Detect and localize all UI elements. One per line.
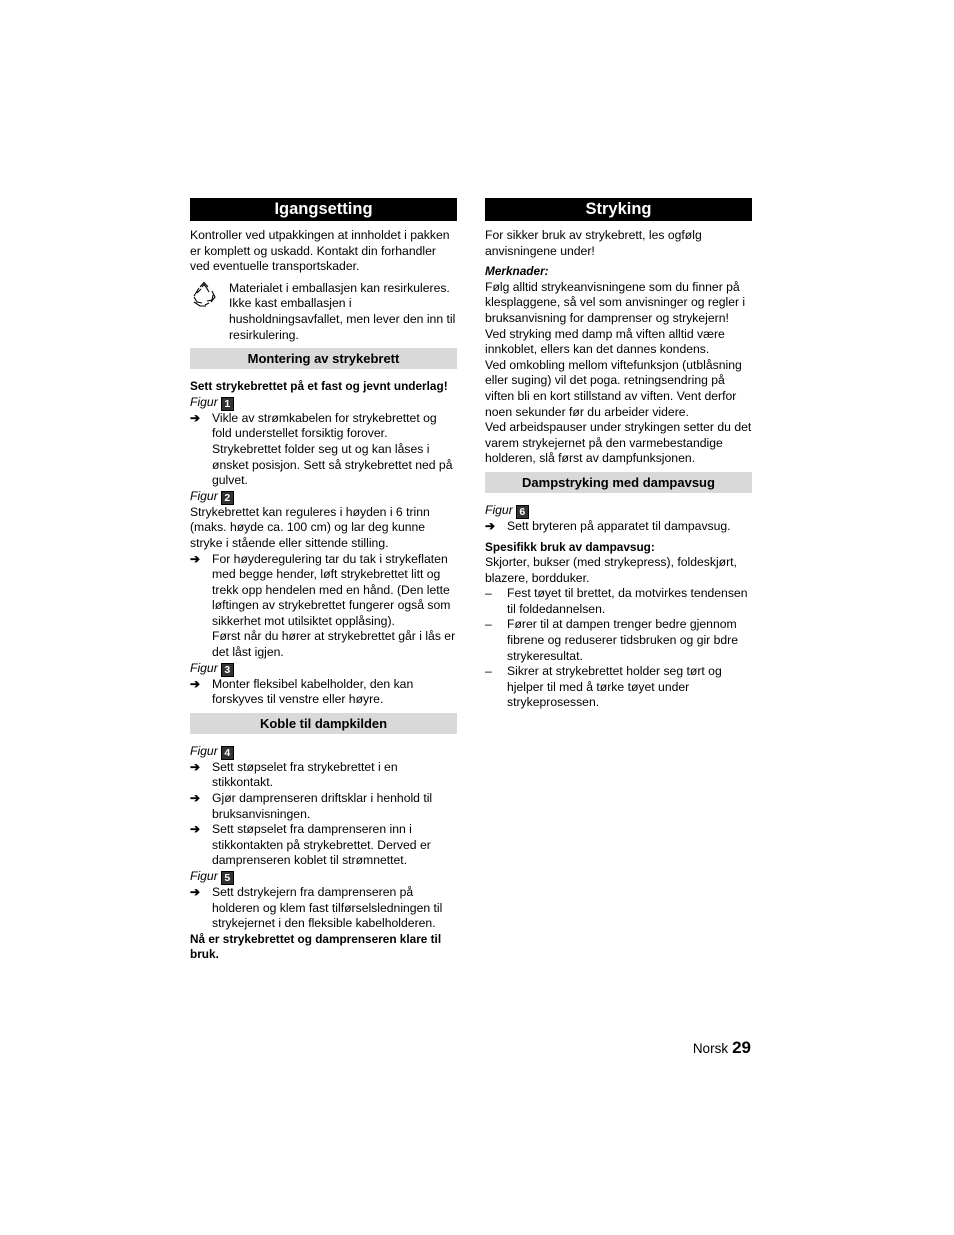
body-text: Skjorter, bukser (med strykepress), foldeskjørt, blazere, bordduker.	[485, 555, 737, 585]
section-heading-igangsetting: Igangsetting	[190, 198, 457, 221]
recycle-icon	[190, 281, 229, 343]
arrow-icon: ➔	[190, 551, 201, 566]
note-text: Ved stryking med damp må viften alltid være innkoblet, ellers kan det dannes kondens.	[485, 326, 725, 357]
right-column	[485, 198, 752, 711]
figure-number-badge: 1	[221, 397, 234, 411]
notes-label: Merknader:	[485, 264, 549, 279]
dash-bullet: –	[485, 664, 492, 679]
step-item: ➔ Sett bryteren på apparatet til dampavsug.	[485, 518, 731, 533]
figure-ref-2: Figur 2	[190, 489, 457, 505]
arrow-icon: ➔	[190, 822, 201, 837]
dash-item: – Fører til at dampen trenger bedre gjennom fibrene og reduserer tidsbruken og gir bdre strykeresultat.	[485, 617, 739, 663]
dash-item: – Fest tøyet til brettet, da motvirkes tendensen til foldedannelsen.	[485, 586, 748, 616]
note-text: Ved arbeidspauser under strykingen setter du det varem strykejernet på den varmebestandige holderen, slå først av dampfunksjonen.	[485, 420, 752, 466]
dash-bullet: –	[485, 586, 492, 601]
subheading-dampstryking: Dampstryking med dampavsug	[485, 472, 752, 493]
figure-number-badge: 3	[221, 663, 234, 677]
page-footer	[693, 1040, 751, 1057]
left-column	[190, 198, 457, 963]
arrow-icon: ➔	[190, 676, 201, 691]
figure-ref-3: Figur 3	[190, 661, 457, 677]
dash-item: – Sikrer at strykebrettet holder seg tørt og hjelper til med å tørke tøyet under strykeprosessen.	[485, 664, 722, 710]
step-item: ➔ Sett støpselet fra damprenseren inn i stikkontakten på strykebrettet. Derved er damprenseren koblet til strømnettet.	[190, 822, 431, 868]
subheading-montering: Montering av strykebrett	[190, 348, 457, 369]
figure-ref-6: Figur 6	[485, 503, 752, 519]
recycle-note	[190, 281, 457, 343]
figure-number-badge: 6	[516, 505, 529, 519]
footer-language: Norsk	[692, 1041, 729, 1056]
page-number: 29	[732, 1038, 751, 1057]
recycle-text: Materialet i emballasjen kan resirkuleres. Ikke kast emballasjen i husholdningsavfallet, men lever den inn til resirkulering.	[229, 280, 456, 342]
arrow-icon: ➔	[485, 518, 496, 533]
arrow-icon: ➔	[190, 410, 201, 425]
bold-instruction: Sett strykebrettet på et fast og jevnt underlag!	[190, 379, 448, 394]
step-item: ➔ Sett støpselet fra strykebrettet i en stikkontakt.	[190, 759, 398, 790]
step-item: ➔ Gjør damprenseren driftsklar i henhold til bruksanvisningen.	[190, 791, 433, 821]
final-note: Nå er strykebrettet og damprenseren klare til bruk.	[190, 931, 442, 962]
arrow-icon: ➔	[190, 759, 201, 774]
figure-number-badge: 5	[221, 871, 234, 885]
step-item: ➔ For høyderegulering tar du tak i strykeflaten med begge hender, løft strykebrettet litt og trekk opp hendelen med en hånd. (Den lette løftingen av strykebrettet fungerer også som sikkerhet mot utilsiktet opplåsing). Først når du hører at strykebrettet går i lås er det låst igjen.	[190, 551, 456, 660]
bold-label: Spesifikk bruk av dampavsug:	[485, 539, 655, 554]
intro-text: Kontroller ved utpakkingen at innholdet i pakken er komplett og uskadd. Kontakt din forhandler ved eventuelle transportskader.	[190, 228, 450, 274]
subheading-koble: Koble til dampkilden	[190, 713, 457, 734]
step-item: ➔ Monter fleksibel kabelholder, den kan forskyves til venstre eller høyre.	[190, 676, 414, 707]
note-text: Ved omkobling mellom viftefunksjon (utblåsning eller suging) vil det poga. retningsendring på viften bli en kort stillstand av viften. Vent derfor noen sekunder før du arbeider videre.	[485, 357, 742, 419]
note-text: Følg alltid strykeanvisningene som du finner på klesplaggene, så vel som anvisninger og regler i bruksanvisning for damprenser og strykejern!	[485, 279, 746, 325]
figure-ref-5: Figur 5	[190, 869, 457, 885]
body-text: Strykebrettet kan reguleres i høyden i 6 trinn (maks. høyde ca. 100 cm) og lar deg kunne stryke i stående eller sittende stilling.	[190, 504, 430, 550]
figure-number-badge: 4	[221, 746, 234, 760]
arrow-icon: ➔	[190, 791, 201, 806]
figure-number-badge: 2	[221, 491, 234, 505]
step-item: ➔ Vikle av strømkabelen for strykebrettet og fold understellet forsiktig forover. Strykebrettet folder seg ut og kan låses i ønsket posisjon. Sett så strykebrettet ned på gulvet.	[190, 410, 453, 488]
step-item: ➔ Sett dstrykejern fra damprenseren på holderen og klem fast tilførselsledningen til strykejernet i den fleksible kabelholderen.	[190, 885, 443, 931]
intro-text: For sikker bruk av strykebrett, les ogfølg anvisningene under!	[485, 228, 702, 258]
section-heading-stryking: Stryking	[485, 198, 752, 221]
arrow-icon: ➔	[190, 885, 201, 899]
figure-ref-4: Figur 4	[190, 744, 457, 760]
figure-ref-1: Figur 1	[190, 395, 457, 411]
dash-bullet: –	[485, 617, 492, 632]
